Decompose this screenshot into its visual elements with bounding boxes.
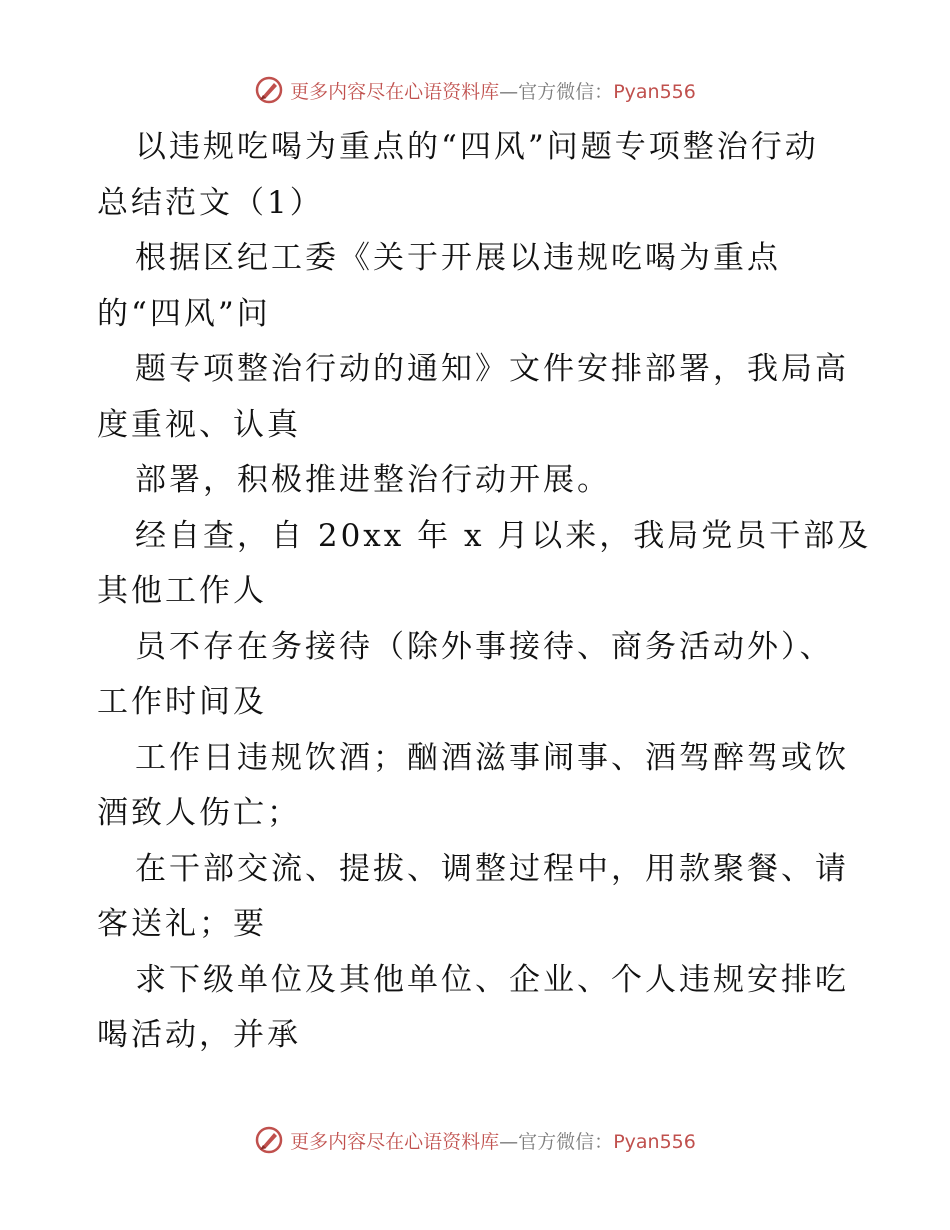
watermark-text bbox=[290, 1127, 696, 1154]
doc-line: 经自查，自 20xx 年 x 月以来，我局党员干部及 bbox=[135, 517, 872, 554]
doc-line: 题专项整治行动的通知》文件安排部署，我局高 bbox=[135, 351, 849, 387]
watermark-official-label: 官方微信： bbox=[518, 1130, 614, 1153]
header-watermark bbox=[0, 70, 950, 110]
document-body bbox=[97, 120, 872, 1064]
doc-line: 客送礼；要 bbox=[97, 906, 267, 942]
watermark-brand: 更多内容尽在心语资料库 bbox=[290, 80, 500, 103]
doc-line: 工作日违规饮酒；酗酒滋事闹事、酒驾醉驾或饮 bbox=[135, 739, 849, 776]
watermark-official-label: 官方微信： bbox=[518, 80, 614, 103]
doc-line: 求下级单位及其他单位、企业、个人违规安排吃 bbox=[135, 961, 849, 998]
doc-line: 度重视、认真 bbox=[97, 406, 301, 443]
doc-line: 以违规吃喝为重点的“四风”问题专项整治行动 bbox=[135, 129, 819, 165]
watermark-brand: 更多内容尽在心语资料库 bbox=[290, 1130, 500, 1153]
doc-line: 员不存在务接待（除外事接待、商务活动外）、 bbox=[135, 628, 834, 665]
doc-line: 总结范文（1） bbox=[97, 184, 324, 221]
doc-line: 根据区纪工委《关于开展以违规吃喝为重点 bbox=[135, 240, 781, 276]
doc-line: 酒致人伤亡； bbox=[97, 795, 301, 831]
doc-line: 其他工作人 bbox=[97, 573, 267, 609]
doc-line: 在干部交流、提拔、调整过程中，用款聚餐、请 bbox=[135, 850, 849, 887]
doc-line: 喝活动，并承 bbox=[97, 1017, 301, 1053]
doc-line: 工作时间及 bbox=[97, 684, 267, 720]
watermark-text bbox=[290, 77, 696, 104]
doc-line: 的“四风”问 bbox=[97, 295, 271, 332]
watermark-dash: — bbox=[499, 1130, 519, 1153]
footer-watermark bbox=[0, 1120, 950, 1160]
pen-circle-logo-icon bbox=[254, 1125, 284, 1155]
watermark-dash: — bbox=[499, 80, 519, 103]
doc-line: 部署，积极推进整治行动开展。 bbox=[135, 462, 611, 498]
watermark-wechat-id: Pyan556 bbox=[613, 80, 696, 103]
pen-circle-logo-icon bbox=[254, 75, 284, 105]
watermark-wechat-id: Pyan556 bbox=[613, 1130, 696, 1153]
